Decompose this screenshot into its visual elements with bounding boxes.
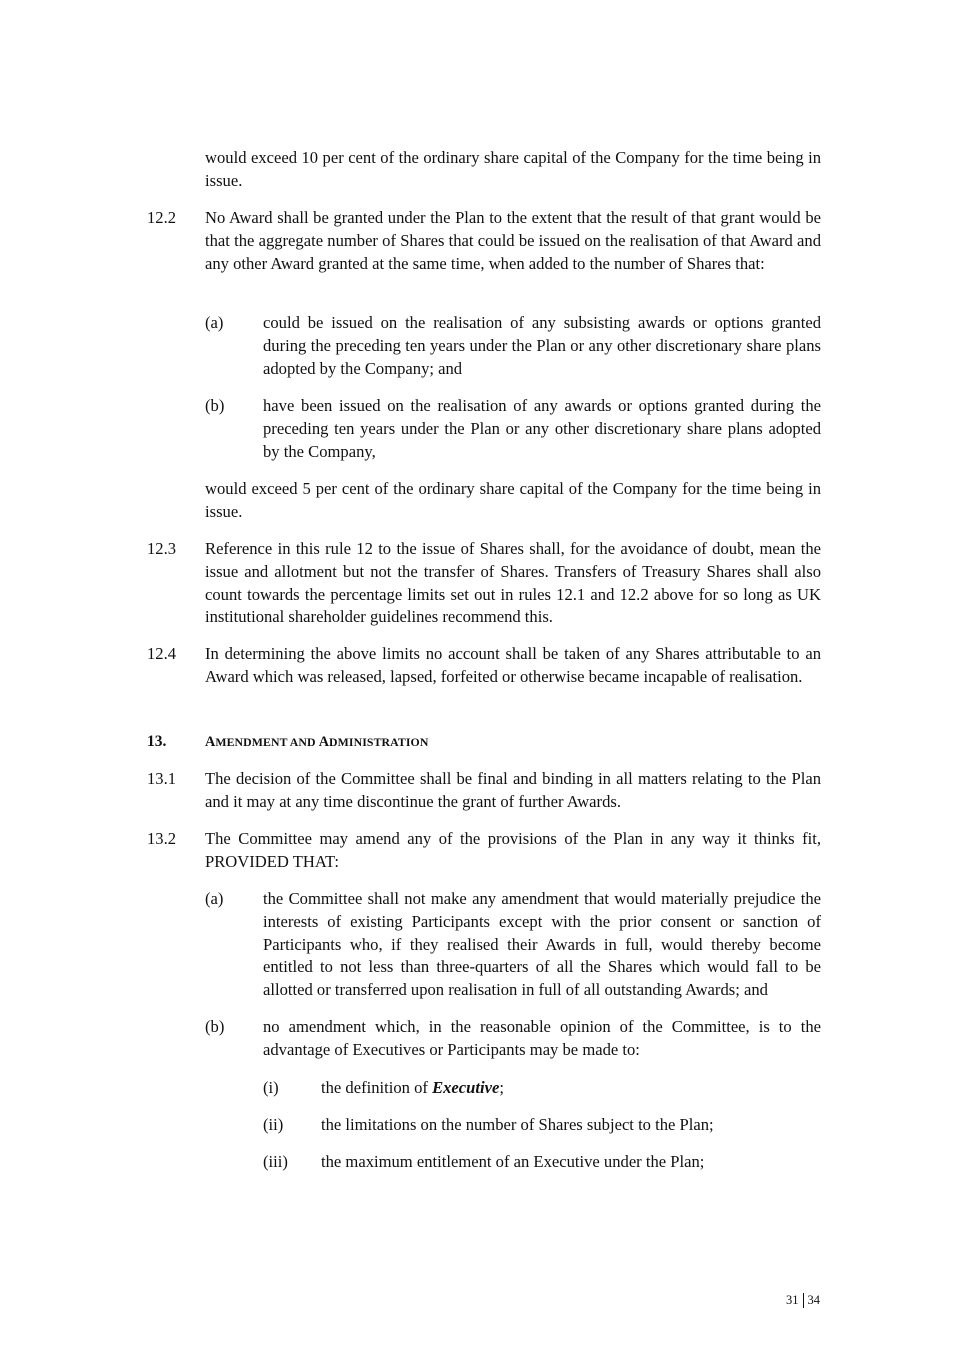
rule-13-2-ii-text: the limitations on the number of Shares subject to the Plan;: [321, 1115, 714, 1134]
rule-13-2-i-text: the definition of Executive;: [321, 1078, 504, 1097]
rule-13-2-a-label: (a): [205, 889, 224, 908]
rule-12-2-b-text: have been issued on the realisation of any awards or options granted during the preceding ten years under the Plan or any other discretionary share plans adopted by the Company,: [263, 396, 821, 461]
rule-13-2-b-text: no amendment which, in the reasonable opinion of the Committee, is to the advantage of Executives or Participants may be made to:: [263, 1017, 821, 1059]
rule-12-3-number: 12.3: [147, 539, 177, 558]
rule-13-2-ii-label: (ii): [263, 1115, 284, 1134]
rule-12-2-text: No Award shall be granted under the Plan to the extent that the result of that grant would be that the aggregate number of Shares that could be issued on the realisation of that Award and any other Award granted at the same time, when added to the number of Shares that:: [205, 208, 821, 273]
rule-13-2-iii-text: the maximum entitlement of an Executive under the Plan;: [321, 1152, 705, 1171]
rule-12-1-continuation: would exceed 10 per cent of the ordinary share capital of the Company for the time being in issue.: [205, 148, 821, 190]
rule-12-2-a-text: could be issued on the realisation of any subsisting awards or options granted during the preceding ten years under the Plan or any other discretionary share plans adopted by the Company; and: [263, 313, 821, 378]
rule-12-2-b-label: (b): [205, 396, 225, 415]
rule-12-2-tail: would exceed 5 per cent of the ordinary share capital of the Company for the time being in issue.: [205, 479, 821, 521]
rule-13-2-a-text: the Committee shall not make any amendment that would materially prejudice the interests of existing Participants except with the prior consent or sanction of Participants who, if they realised their Awards in full, would thereby become entitled to not less than three-quarters of all the Shares which would fall to be allotted or transferred upon realisation in full of all outstanding Awards; and: [263, 889, 821, 1000]
rule-12-4-text: In determining the above limits no account shall be taken of any Shares attributable to an Award which was released, lapsed, forfeited or otherwise became incapable of realisation.: [205, 644, 821, 686]
rule-13-2-number: 13.2: [147, 829, 177, 848]
rule-12-4-number: 12.4: [147, 644, 177, 663]
rule-13-1-number: 13.1: [147, 769, 177, 788]
rule-12-3-text: Reference in this rule 12 to the issue of Shares shall, for the avoidance of doubt, mean the issue and allotment but not the transfer of Shares. Transfers of Treasury Shares shall also count towards the percentage limits set out in rules 12.1 and 12.2 above for so long as UK institutional shareholder guidelines recommend this.: [205, 539, 821, 627]
defined-term-executive: Executive: [432, 1078, 500, 1097]
page-number: [786, 1293, 820, 1308]
rule-13-2-b-label: (b): [205, 1017, 225, 1036]
rule-12-2-a-label: (a): [205, 313, 224, 332]
total-pages: 34: [807, 1293, 820, 1307]
rule-13-2-iii-label: (iii): [263, 1152, 288, 1171]
section-13-number: 13.: [147, 733, 167, 750]
rule-13-2-text: The Committee may amend any of the provisions of the Plan in any way it thinks fit, PROVIDED THAT:: [205, 829, 821, 871]
page-separator: [803, 1293, 804, 1308]
current-page: 31: [786, 1293, 799, 1307]
rule-13-2-i-label: (i): [263, 1078, 279, 1097]
section-13-title: AMENDMENT AND ADMINISTRATION: [205, 734, 429, 750]
rule-13-1-text: The decision of the Committee shall be final and binding in all matters relating to the Plan and it may at any time discontinue the grant of further Awards.: [205, 769, 821, 811]
rule-12-2-number: 12.2: [147, 208, 177, 227]
